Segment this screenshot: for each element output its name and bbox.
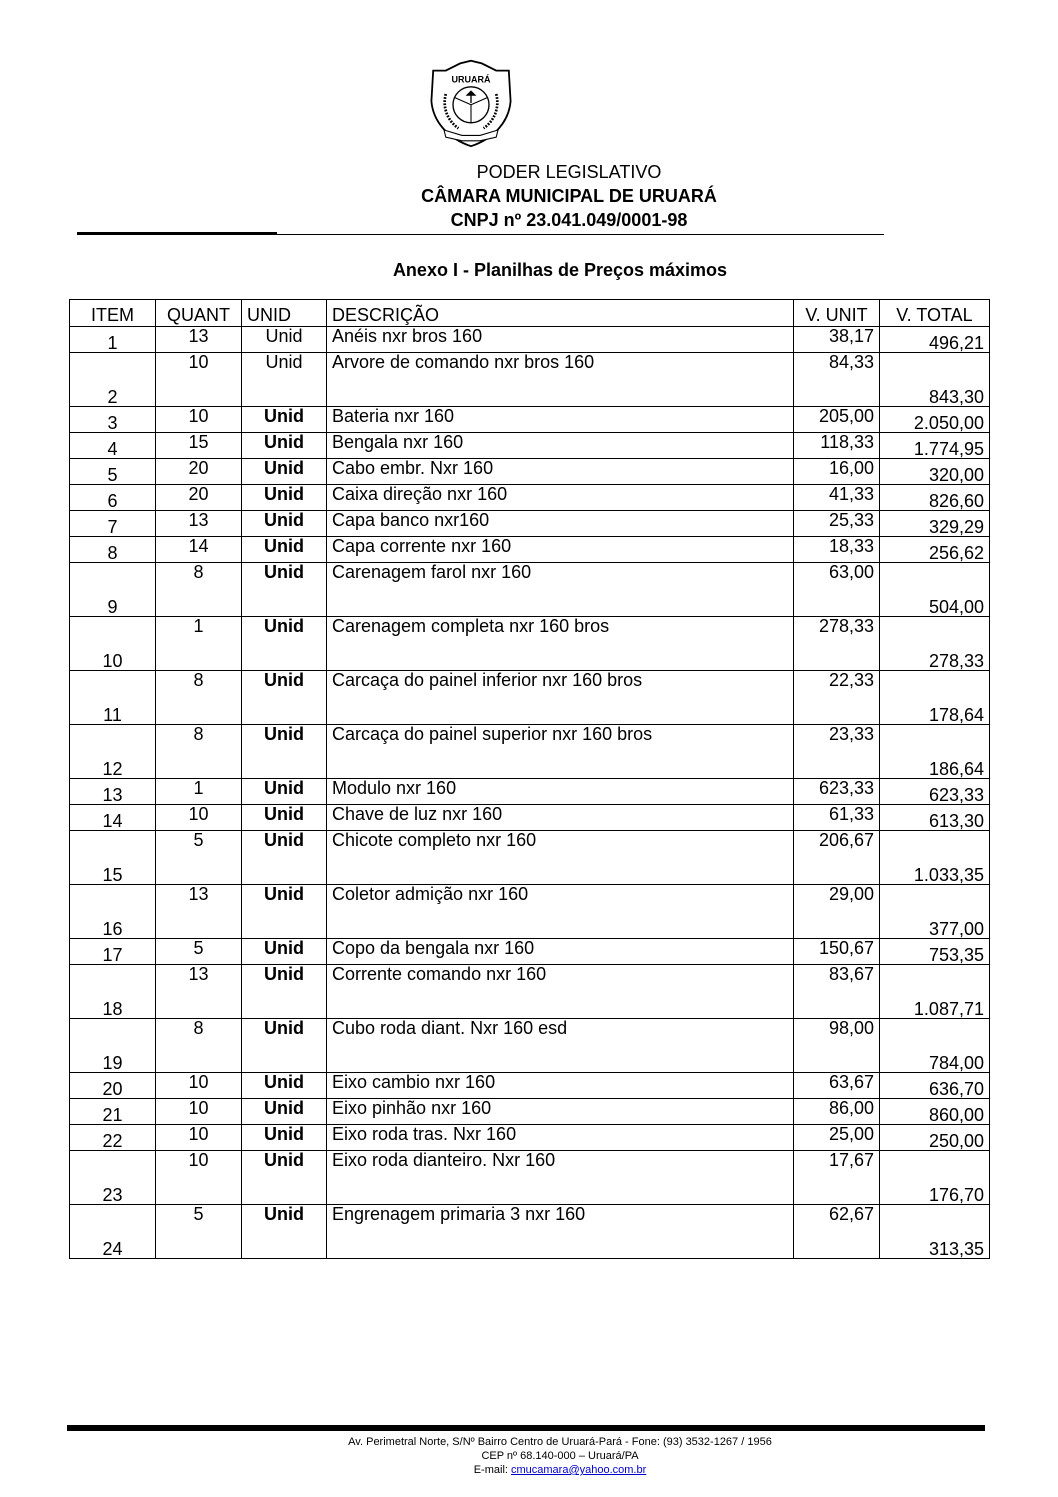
table-row xyxy=(70,485,990,511)
cell-unid: Unid xyxy=(242,1125,327,1151)
cell-item: 24 xyxy=(70,1205,156,1259)
cell-unit-price: 62,67 xyxy=(794,1205,880,1259)
table-row xyxy=(70,327,990,353)
cell-unid: Unid xyxy=(242,779,327,805)
cell-unit-price: 206,67 xyxy=(794,831,880,885)
cell-unid: Unid xyxy=(242,353,327,407)
table-row xyxy=(70,1019,990,1073)
cell-unit-price: 118,33 xyxy=(794,433,880,459)
cell-total-price: 377,00 xyxy=(880,885,990,939)
table-row xyxy=(70,407,990,433)
cell-quant: 20 xyxy=(156,459,242,485)
cell-total-price: 1.774,95 xyxy=(880,433,990,459)
cell-unid: Unid xyxy=(242,459,327,485)
table-row xyxy=(70,805,990,831)
cell-unid: Unid xyxy=(242,563,327,617)
footer-email-link[interactable]: cmucamara@yahoo.com.br xyxy=(511,1464,647,1476)
cell-total-price: 250,00 xyxy=(880,1125,990,1151)
table-row xyxy=(70,511,990,537)
cell-description: Bateria nxr 160 xyxy=(327,407,794,433)
cell-item: 1 xyxy=(70,327,156,353)
cell-total-price: 784,00 xyxy=(880,1019,990,1073)
cell-quant: 10 xyxy=(156,805,242,831)
cell-item: 21 xyxy=(70,1099,156,1125)
svg-text:URUARÁ: URUARÁ xyxy=(451,74,491,85)
cell-description: Engrenagem primaria 3 nxr 160 xyxy=(327,1205,794,1259)
cell-total-price: 329,29 xyxy=(880,511,990,537)
table-header-row xyxy=(70,300,990,327)
cell-unid: Unid xyxy=(242,805,327,831)
cell-description: Cubo roda diant. Nxr 160 esd xyxy=(327,1019,794,1073)
table-row xyxy=(70,779,990,805)
table-row xyxy=(70,1125,990,1151)
cell-item: 20 xyxy=(70,1073,156,1099)
cell-description: Arvore de comando nxr bros 160 xyxy=(327,353,794,407)
cell-unid: Unid xyxy=(242,725,327,779)
cell-quant: 8 xyxy=(156,671,242,725)
price-table xyxy=(69,299,990,1259)
cell-unid: Unid xyxy=(242,1073,327,1099)
cell-unit-price: 83,67 xyxy=(794,965,880,1019)
cell-total-price: 176,70 xyxy=(880,1151,990,1205)
cell-item: 12 xyxy=(70,725,156,779)
table-row xyxy=(70,617,990,671)
cell-item: 6 xyxy=(70,485,156,511)
cell-unit-price: 41,33 xyxy=(794,485,880,511)
cell-unit-price: 278,33 xyxy=(794,617,880,671)
cell-total-price: 278,33 xyxy=(880,617,990,671)
cell-unit-price: 61,33 xyxy=(794,805,880,831)
cell-unid: Unid xyxy=(242,885,327,939)
cell-quant: 8 xyxy=(156,1019,242,1073)
cell-description: Modulo nxr 160 xyxy=(327,779,794,805)
cell-quant: 10 xyxy=(156,1151,242,1205)
footer-email-line xyxy=(0,1464,1058,1476)
cell-item: 16 xyxy=(70,885,156,939)
cell-unit-price: 623,33 xyxy=(794,779,880,805)
cell-description: Carenagem farol nxr 160 xyxy=(327,563,794,617)
cell-description: Anéis nxr bros 160 xyxy=(327,327,794,353)
cell-total-price: 186,64 xyxy=(880,725,990,779)
cell-unid: Unid xyxy=(242,407,327,433)
cell-quant: 10 xyxy=(156,407,242,433)
cell-unit-price: 25,33 xyxy=(794,511,880,537)
cell-quant: 13 xyxy=(156,885,242,939)
cell-unit-price: 22,33 xyxy=(794,671,880,725)
cell-description: Copo da bengala nxr 160 xyxy=(327,939,794,965)
cell-total-price: 613,30 xyxy=(880,805,990,831)
footer-rule xyxy=(67,1425,985,1431)
cell-total-price: 178,64 xyxy=(880,671,990,725)
cell-description: Corrente comando nxr 160 xyxy=(327,965,794,1019)
cell-description: Eixo roda tras. Nxr 160 xyxy=(327,1125,794,1151)
table-row xyxy=(70,885,990,939)
cell-unit-price: 25,00 xyxy=(794,1125,880,1151)
cell-unid: Unid xyxy=(242,1205,327,1259)
cell-unit-price: 86,00 xyxy=(794,1099,880,1125)
cell-description: Coletor admição nxr 160 xyxy=(327,885,794,939)
cell-description: Capa banco nxr160 xyxy=(327,511,794,537)
cell-item: 19 xyxy=(70,1019,156,1073)
header-institution-name: CÂMARA MUNICIPAL DE URUARÁ xyxy=(421,186,717,206)
cell-quant: 1 xyxy=(156,779,242,805)
cell-unid: Unid xyxy=(242,831,327,885)
table-row xyxy=(70,459,990,485)
cell-quant: 5 xyxy=(156,831,242,885)
column-header-unid: UNID xyxy=(242,300,327,327)
cell-total-price: 843,30 xyxy=(880,353,990,407)
cell-item: 11 xyxy=(70,671,156,725)
cell-item: 9 xyxy=(70,563,156,617)
cell-unid: Unid xyxy=(242,1099,327,1125)
cell-unid: Unid xyxy=(242,965,327,1019)
cell-description: Chicote completo nxr 160 xyxy=(327,831,794,885)
table-row xyxy=(70,433,990,459)
cell-item: 23 xyxy=(70,1151,156,1205)
header-cnpj: CNPJ nº 23.041.049/0001-98 xyxy=(450,210,688,230)
cell-unit-price: 17,67 xyxy=(794,1151,880,1205)
cell-unit-price: 63,00 xyxy=(794,563,880,617)
column-header-description: DESCRIÇÃO xyxy=(327,300,794,327)
cell-description: Caixa direção nxr 160 xyxy=(327,485,794,511)
cell-unit-price: 205,00 xyxy=(794,407,880,433)
table-row xyxy=(70,939,990,965)
cell-quant: 10 xyxy=(156,1125,242,1151)
table-row xyxy=(70,671,990,725)
cell-unit-price: 150,67 xyxy=(794,939,880,965)
table-row xyxy=(70,725,990,779)
cell-total-price: 636,70 xyxy=(880,1073,990,1099)
footer-email-label: E-mail: xyxy=(473,1464,511,1476)
cell-total-price: 320,00 xyxy=(880,459,990,485)
annex-title: Anexo I - Planilhas de Preços máximos xyxy=(392,260,728,280)
cell-total-price: 2.050,00 xyxy=(880,407,990,433)
cell-unid: Unid xyxy=(242,671,327,725)
table-row xyxy=(70,965,990,1019)
cell-unit-price: 23,33 xyxy=(794,725,880,779)
cell-total-price: 623,33 xyxy=(880,779,990,805)
cell-description: Chave de luz nxr 160 xyxy=(327,805,794,831)
cell-quant: 15 xyxy=(156,433,242,459)
cell-total-price: 860,00 xyxy=(880,1099,990,1125)
cell-description: Bengala nxr 160 xyxy=(327,433,794,459)
cell-item: 13 xyxy=(70,779,156,805)
cell-description: Carcaça do painel inferior nxr 160 bros xyxy=(327,671,794,725)
cell-item: 10 xyxy=(70,617,156,671)
cell-quant: 20 xyxy=(156,485,242,511)
cell-unid: Unid xyxy=(242,327,327,353)
cell-unid: Unid xyxy=(242,433,327,459)
cell-item: 14 xyxy=(70,805,156,831)
cell-description: Capa corrente nxr 160 xyxy=(327,537,794,563)
cell-quant: 5 xyxy=(156,1205,242,1259)
cell-total-price: 1.033,35 xyxy=(880,831,990,885)
table-row xyxy=(70,831,990,885)
column-header-item: ITEM xyxy=(70,300,156,327)
cell-unid: Unid xyxy=(242,1019,327,1073)
cell-item: 18 xyxy=(70,965,156,1019)
cell-unit-price: 98,00 xyxy=(794,1019,880,1073)
footer-address: Av. Perimetral Norte, S/Nº Bairro Centro de Uruará-Pará - Fone: (93) 3532-1267 / 1956 xyxy=(348,1436,772,1448)
table-row xyxy=(70,1073,990,1099)
cell-item: 22 xyxy=(70,1125,156,1151)
table-row xyxy=(70,353,990,407)
cell-unit-price: 18,33 xyxy=(794,537,880,563)
cell-quant: 13 xyxy=(156,327,242,353)
cell-item: 4 xyxy=(70,433,156,459)
cell-unid: Unid xyxy=(242,485,327,511)
table-row xyxy=(70,537,990,563)
cell-description: Carenagem completa nxr 160 bros xyxy=(327,617,794,671)
header-line-1: PODER LEGISLATIVO xyxy=(476,162,662,182)
cell-quant: 8 xyxy=(156,725,242,779)
cell-unit-price: 29,00 xyxy=(794,885,880,939)
cell-total-price: 1.087,71 xyxy=(880,965,990,1019)
cell-quant: 13 xyxy=(156,965,242,1019)
cell-total-price: 313,35 xyxy=(880,1205,990,1259)
cell-description: Carcaça do painel superior nxr 160 bros xyxy=(327,725,794,779)
cell-item: 3 xyxy=(70,407,156,433)
column-header-unit-price: V. UNIT xyxy=(794,300,880,327)
header-rule-thin xyxy=(77,234,884,235)
cell-description: Eixo cambio nxr 160 xyxy=(327,1073,794,1099)
cell-quant: 5 xyxy=(156,939,242,965)
footer-cep: CEP nº 68.140-000 – Uruará/PA xyxy=(481,1450,639,1462)
cell-description: Cabo embr. Nxr 160 xyxy=(327,459,794,485)
cell-unid: Unid xyxy=(242,537,327,563)
table-row xyxy=(70,1205,990,1259)
cell-total-price: 256,62 xyxy=(880,537,990,563)
cell-total-price: 753,35 xyxy=(880,939,990,965)
coat-of-arms-icon xyxy=(426,58,516,148)
cell-item: 5 xyxy=(70,459,156,485)
cell-item: 17 xyxy=(70,939,156,965)
cell-quant: 10 xyxy=(156,353,242,407)
cell-unit-price: 63,67 xyxy=(794,1073,880,1099)
cell-unid: Unid xyxy=(242,511,327,537)
cell-total-price: 826,60 xyxy=(880,485,990,511)
cell-quant: 13 xyxy=(156,511,242,537)
table-row xyxy=(70,563,990,617)
cell-description: Eixo pinhão nxr 160 xyxy=(327,1099,794,1125)
cell-unid: Unid xyxy=(242,617,327,671)
cell-item: 15 xyxy=(70,831,156,885)
table-row xyxy=(70,1151,990,1205)
cell-unit-price: 84,33 xyxy=(794,353,880,407)
column-header-quant: QUANT xyxy=(156,300,242,327)
cell-description: Eixo roda dianteiro. Nxr 160 xyxy=(327,1151,794,1205)
cell-unit-price: 38,17 xyxy=(794,327,880,353)
column-header-total-price: V. TOTAL xyxy=(880,300,990,327)
table-row xyxy=(70,1099,990,1125)
cell-quant: 10 xyxy=(156,1073,242,1099)
cell-item: 2 xyxy=(70,353,156,407)
cell-quant: 14 xyxy=(156,537,242,563)
cell-quant: 10 xyxy=(156,1099,242,1125)
cell-unid: Unid xyxy=(242,1151,327,1205)
cell-item: 7 xyxy=(70,511,156,537)
cell-total-price: 504,00 xyxy=(880,563,990,617)
cell-unid: Unid xyxy=(242,939,327,965)
cell-item: 8 xyxy=(70,537,156,563)
cell-unit-price: 16,00 xyxy=(794,459,880,485)
cell-quant: 1 xyxy=(156,617,242,671)
cell-quant: 8 xyxy=(156,563,242,617)
cell-total-price: 496,21 xyxy=(880,327,990,353)
